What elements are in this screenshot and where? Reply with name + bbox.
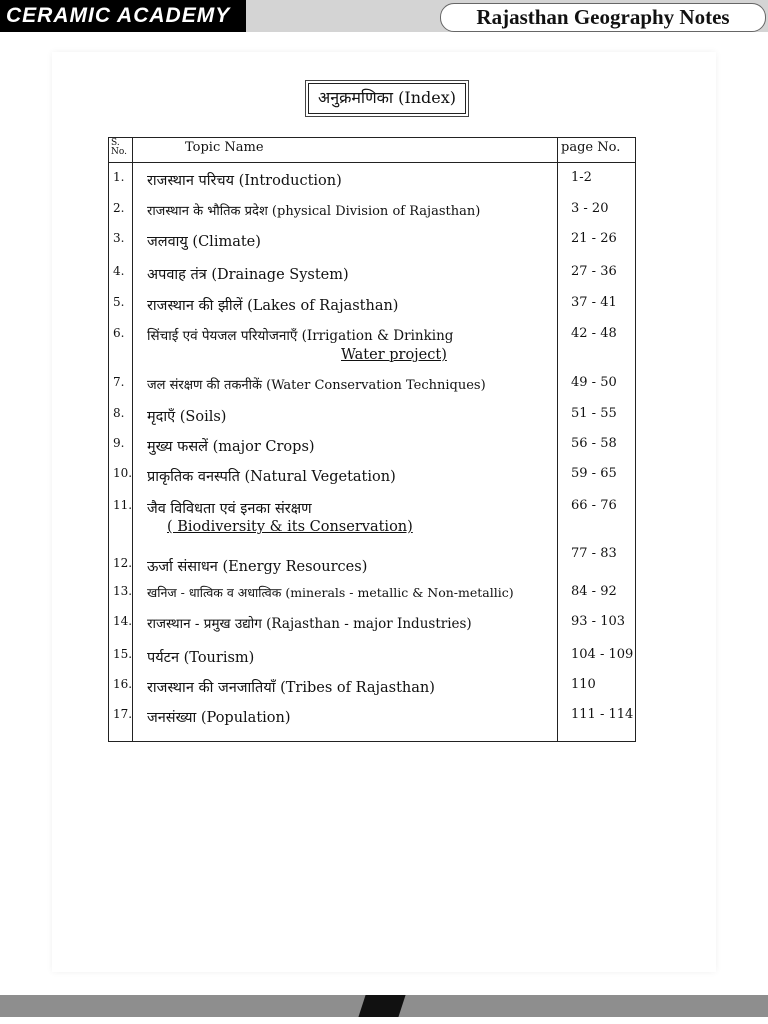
row-topic: प्राकृतिक वनस्पति (Natural Vegetation) — [147, 469, 396, 485]
row-topic: मृदाएँ (Soils) — [147, 409, 227, 425]
header-divider — [109, 162, 635, 163]
row-topic: जनसंख्या (Population) — [147, 710, 291, 726]
row-topic: राजस्थान के भौतिक प्रदेश (physical Division of Rajasthan) — [147, 204, 481, 219]
row-sno: 4. — [113, 264, 125, 278]
row-page: 66 - 76 — [571, 498, 617, 513]
row-sno: 7. — [113, 375, 125, 389]
row-topic: राजस्थान की झीलें (Lakes of Rajasthan) — [147, 298, 399, 314]
row-topic: मुख्य फसलें (major Crops) — [147, 439, 315, 455]
row-topic-continued: ( Biodiversity & its Conservation) — [167, 519, 413, 535]
row-page: 27 - 36 — [571, 264, 617, 279]
row-topic: खनिज - धात्विक व अधात्विक (minerals - metallic & Non-metallic) — [147, 585, 514, 600]
row-page: 84 - 92 — [571, 584, 617, 599]
row-page: 110 — [571, 677, 596, 692]
row-sno: 5. — [113, 295, 125, 309]
row-sno: 3. — [113, 231, 125, 245]
brand-logo: CERAMIC ACADEMY — [0, 0, 246, 32]
row-sno: 14. — [113, 614, 133, 628]
row-page: 59 - 65 — [571, 466, 617, 481]
row-page: 104 - 109 — [571, 647, 634, 662]
row-sno: 13. — [113, 584, 133, 598]
index-heading: अनुक्रमणिका (Index) — [308, 83, 466, 114]
row-sno: 10. — [113, 466, 133, 480]
row-sno: 16. — [113, 677, 133, 691]
column-header-topic: Topic Name — [185, 140, 264, 155]
row-page: 37 - 41 — [571, 295, 617, 310]
row-page: 111 - 114 — [571, 707, 634, 722]
document-title: Rajasthan Geography Notes — [440, 3, 766, 32]
column-divider — [557, 138, 558, 741]
row-topic: जैव विविधता एवं इनका संरक्षण — [147, 501, 312, 517]
row-page: 93 - 103 — [571, 614, 626, 629]
column-divider — [132, 138, 133, 741]
row-sno: 9. — [113, 436, 125, 450]
row-topic-continued: Water project) — [341, 347, 447, 363]
row-page: 49 - 50 — [571, 375, 617, 390]
row-sno: 17. — [113, 707, 133, 721]
column-header-page: page No. — [561, 140, 621, 155]
row-page: 77 - 83 — [571, 546, 617, 561]
row-page: 42 - 48 — [571, 326, 617, 341]
row-topic: जलवायु (Climate) — [147, 234, 261, 250]
row-sno: 2. — [113, 201, 125, 215]
row-page: 56 - 58 — [571, 436, 617, 451]
row-page: 3 - 20 — [571, 201, 609, 216]
row-sno: 6. — [113, 326, 125, 340]
row-topic: अपवाह तंत्र (Drainage System) — [147, 267, 349, 283]
row-topic: राजस्थान - प्रमुख उद्योग (Rajasthan - major Industries) — [147, 616, 472, 632]
row-topic: राजस्थान की जनजातियाँ (Tribes of Rajasthan) — [147, 680, 435, 696]
row-sno: 8. — [113, 406, 125, 420]
row-topic: सिंचाई एवं पेयजल परियोजनाएँ (Irrigation & Drinking — [147, 328, 454, 344]
row-page: 51 - 55 — [571, 406, 617, 421]
row-page: 21 - 26 — [571, 231, 617, 246]
index-table — [108, 137, 636, 742]
row-sno: 1. — [113, 170, 125, 184]
row-sno: 11. — [113, 498, 133, 512]
row-topic: राजस्थान परिचय (Introduction) — [147, 173, 342, 189]
row-topic: पर्यटन (Tourism) — [147, 650, 255, 666]
footer-mark — [358, 995, 405, 1017]
column-header-sno: S. No. — [111, 138, 127, 157]
row-page: 1-2 — [571, 170, 592, 185]
row-topic: ऊर्जा संसाधन (Energy Resources) — [147, 559, 368, 575]
row-sno: 12. — [113, 556, 133, 570]
row-topic: जल संरक्षण की तकनीकें (Water Conservation Techniques) — [147, 378, 486, 393]
row-sno: 15. — [113, 647, 133, 661]
